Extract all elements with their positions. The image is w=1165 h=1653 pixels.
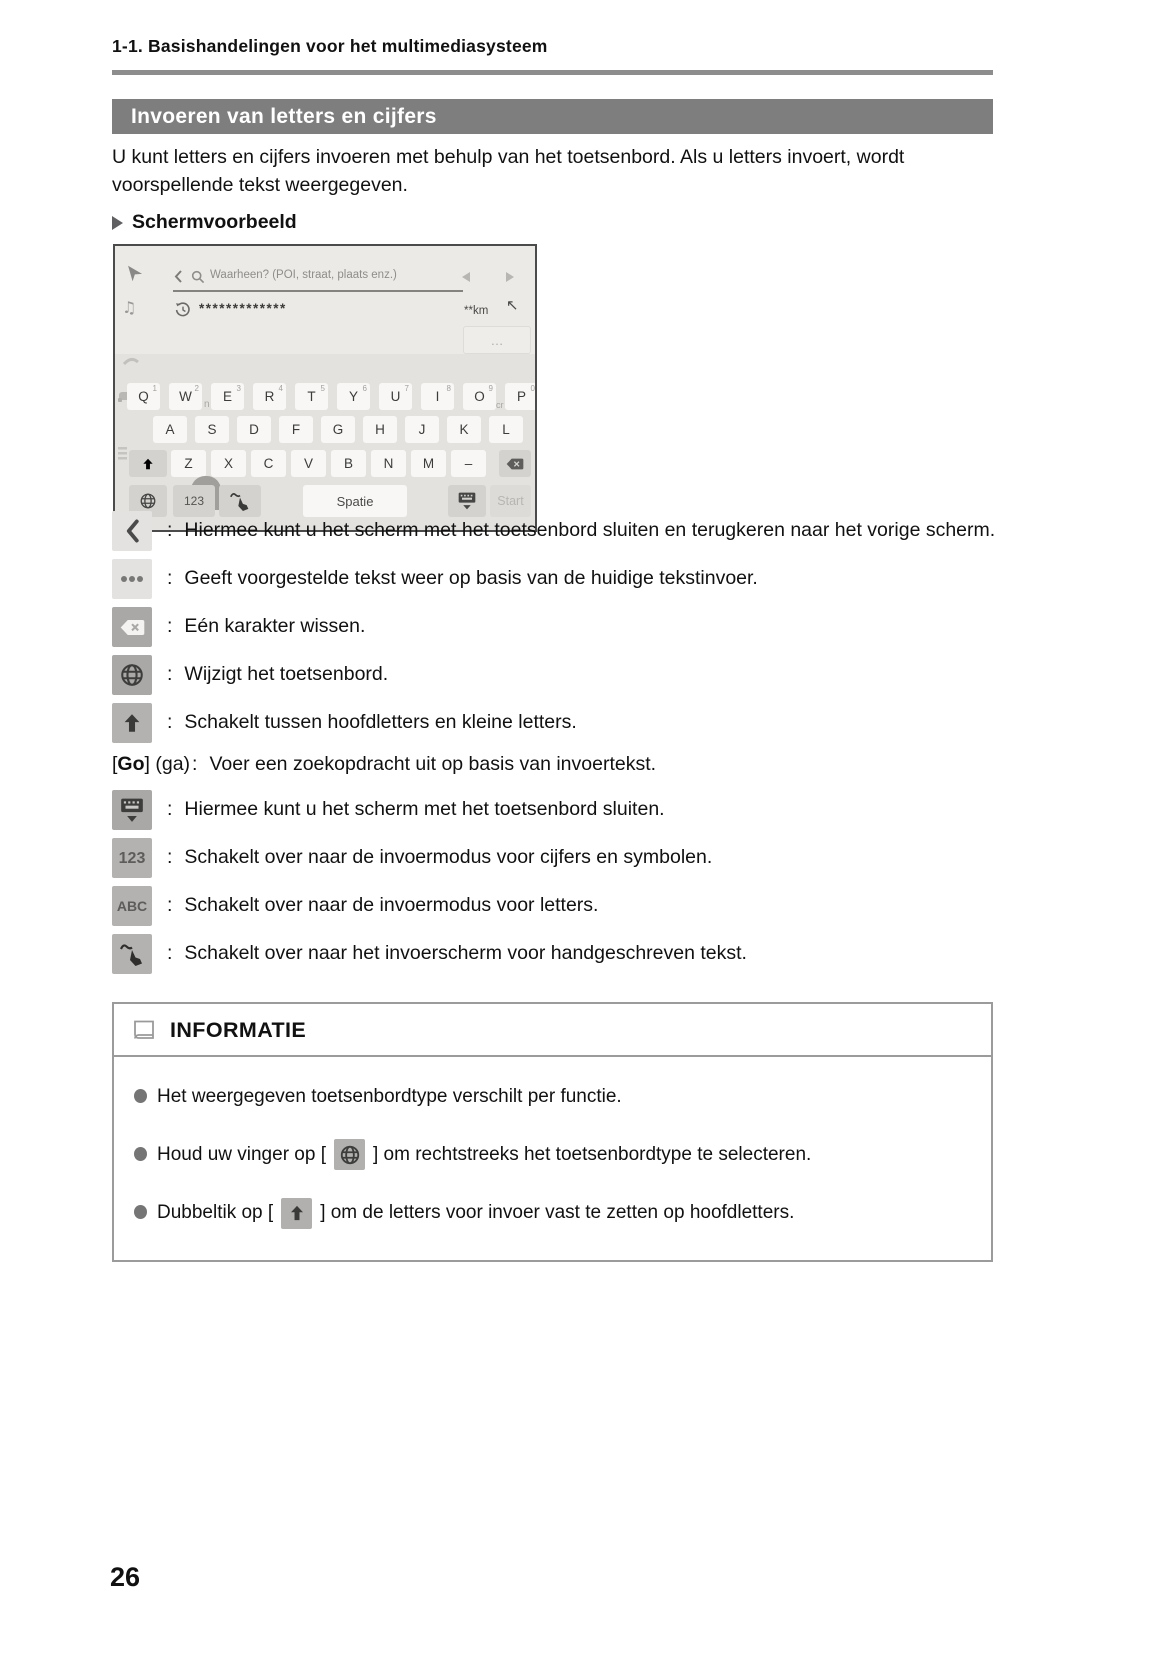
backspace-icon [506, 458, 524, 470]
page-right-arrow-icon [506, 272, 514, 282]
search-underline [173, 290, 463, 292]
key-d: D [237, 416, 271, 443]
subheading [112, 211, 297, 234]
northwest-arrow-icon: ↖ [506, 296, 519, 314]
backspace-icon [112, 607, 152, 647]
bullet-icon [134, 1089, 147, 1103]
key-dash: – [451, 450, 486, 477]
page-left-arrow-icon [462, 272, 470, 282]
legend-text: Schakelt over naar de invoermodus voor cijfers en symbolen. [184, 846, 713, 869]
bullet-icon [134, 1205, 147, 1219]
navigation-arrow-icon [123, 262, 143, 282]
key-t: T 5 [295, 383, 328, 410]
key-e: E 3 [211, 383, 244, 410]
globe-icon [139, 492, 157, 510]
space-key: Spatie [303, 485, 407, 517]
header-rule [112, 70, 993, 75]
letters-mode-icon: ABC [112, 886, 152, 926]
numbers-mode-icon: 123 [112, 838, 152, 878]
key-l: L [489, 416, 523, 443]
key-o: O 9 [463, 383, 496, 410]
key-i: I 8 [421, 383, 454, 410]
search-icon [191, 270, 205, 284]
key-y: Y 6 [337, 383, 370, 410]
stray-text-cr: cr [496, 400, 504, 410]
info-bullet: Dubbeltik op [ ] om de letters voor invoer vast te zetten op hoofdletters. [134, 1197, 971, 1228]
key-c: C [251, 450, 286, 477]
key-x: X [211, 450, 246, 477]
legend-text: Eén karakter wissen. [184, 615, 366, 638]
key-p: P 0 [505, 383, 537, 410]
globe-icon [334, 1139, 365, 1170]
information-header [114, 1004, 991, 1057]
legend-item-go: [Go] (ga) : Voer een zoekopdracht uit op basis van invoertekst. [112, 753, 657, 775]
legend-item-shift: : Schakelt tussen hoofdletters en kleine letters. [112, 703, 997, 743]
legend-item-close-keyboard: : Hiermee kunt u het scherm met het toetsenbord sluiten. [112, 790, 997, 830]
book-icon [131, 1017, 157, 1044]
list-icon-faint [117, 446, 129, 460]
distance-text: **km [464, 305, 489, 317]
keyboard-screenshot [113, 244, 537, 532]
page-number: 26 [110, 1562, 141, 1592]
key-w: W 2 [169, 383, 202, 410]
triangle-bullet-icon [112, 216, 123, 230]
key-q: Q 1 [127, 383, 160, 410]
handwriting-icon [229, 491, 251, 511]
shift-icon [141, 457, 155, 471]
info-bullet: Houd uw vinger op [ ] om rechtstreeks het toetsenbordtype te selecteren. [134, 1139, 971, 1170]
key-a: A [153, 416, 187, 443]
legend-item-suggestions: : Geeft voorgestelde tekst weer op basis van de huidige tekstinvoer. [112, 559, 997, 599]
legend-text: Voer een zoekopdracht uit op basis van invoertekst. [209, 753, 657, 775]
back-chevron-icon [173, 269, 183, 284]
key-z: Z [171, 450, 206, 477]
key-m: M [411, 450, 446, 477]
legend-text: Wijzigt het toetsenbord. [184, 663, 389, 686]
icon-legend [112, 511, 997, 982]
keyboard-hide-icon [112, 790, 152, 830]
bullet-icon [134, 1147, 147, 1161]
key-g: G [321, 416, 355, 443]
legend-item-numbers: 123 : Schakelt over naar de invoermodus voor cijfers en symbolen. [112, 838, 997, 878]
globe-icon [112, 655, 152, 695]
key-v: V [291, 450, 326, 477]
history-icon [175, 302, 191, 318]
legend-text: Schakelt tussen hoofdletters en kleine letters. [184, 711, 577, 734]
key-h: H [363, 416, 397, 443]
legend-text: Geeft voorgestelde tekst weer op basis van de huidige tekstinvoer. [184, 567, 758, 590]
music-note-icon: ♫ [122, 298, 137, 317]
legend-text: Schakelt over naar de invoermodus voor letters. [184, 894, 599, 917]
backspace-key [499, 450, 531, 477]
numbers-key: 123 [173, 485, 215, 517]
breadcrumb: 1-1. Basishandelingen voor het multimediasysteem [112, 36, 548, 56]
page-title: Invoeren van letters en cijfers [131, 104, 437, 128]
key-j: J [405, 416, 439, 443]
legend-item-handwriting: : Schakelt over naar het invoerscherm voor handgeschreven tekst. [112, 934, 997, 974]
information-title: INFORMATIE [170, 1018, 307, 1042]
suggestion-ellipsis: … [463, 326, 531, 354]
keyboard-hide-icon [457, 491, 477, 511]
go-label: Go [117, 753, 145, 775]
legend-text: Hiermee kunt u het scherm met het toetsenbord sluiten. [184, 798, 665, 821]
information-body [114, 1057, 991, 1260]
phone-icon-faint [122, 352, 140, 368]
key-s: S [195, 416, 229, 443]
key-n: N [371, 450, 406, 477]
start-key: Start [490, 485, 531, 517]
legend-text: Hiermee kunt u het scherm met het toetsenbord sluiten en terugkeren naar het vorige scherm. [184, 519, 996, 542]
key-k: K [447, 416, 481, 443]
legend-item-back: : Hiermee kunt u het scherm met het toetsenbord sluiten en terugkeren naar het vorige scherm. [112, 511, 997, 551]
handwriting-icon [112, 934, 152, 974]
key-b: B [331, 450, 366, 477]
legend-text: Schakelt over naar het invoerscherm voor handgeschreven tekst. [184, 942, 747, 965]
subheading-label: Schermvoorbeeld [132, 211, 297, 233]
legend-item-keyboard-type: : Wijzigt het toetsenbord. [112, 655, 997, 695]
legend-item-delete: : Eén karakter wissen. [112, 607, 997, 647]
section-title-bar [112, 99, 993, 134]
info-bullet: Het weergegeven toetsenbordtype verschilt per functie. [134, 1081, 971, 1112]
legend-item-letters: ABC : Schakelt over naar de invoermodus voor letters. [112, 886, 997, 926]
stray-text-n: n [204, 399, 210, 410]
key-f: F [279, 416, 313, 443]
search-input: Waarheen? (POI, straat, plaats enz.) [210, 269, 397, 281]
information-box [112, 1002, 993, 1262]
key-r: R 4 [253, 383, 286, 410]
masked-search-history-text: ************* [199, 301, 287, 316]
intro-paragraph: U kunt letters en cijfers invoeren met behulp van het toetsenbord. Als u letters invoert, wordt voorspellende tekst weergegeven. [112, 146, 905, 196]
shift-icon [281, 1198, 312, 1229]
shift-icon [112, 703, 152, 743]
back-chevron-icon [112, 511, 152, 551]
shift-key [129, 450, 167, 477]
ellipsis-icon [112, 559, 152, 599]
key-u: U 7 [379, 383, 412, 410]
